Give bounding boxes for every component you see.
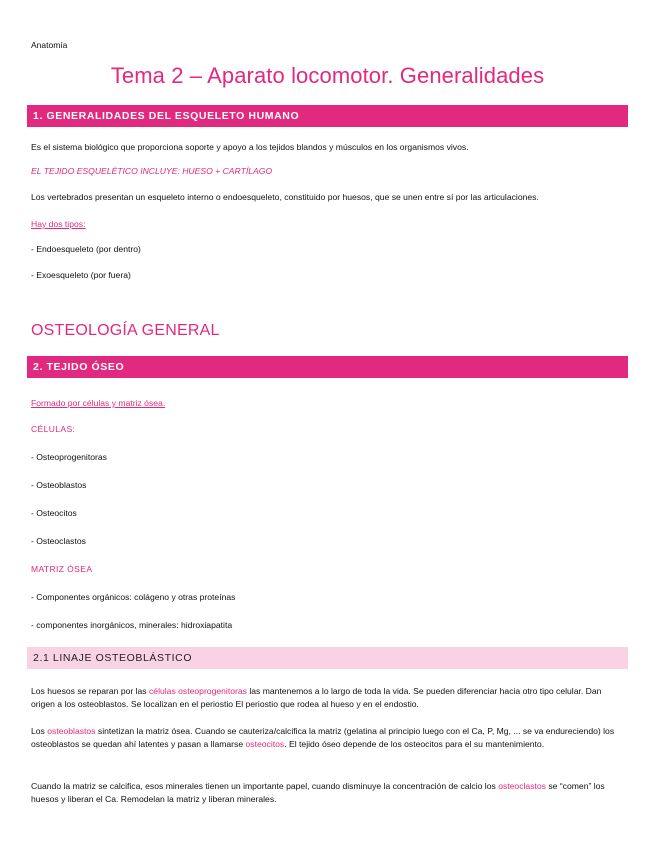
cell-item-osteoblastos: - Osteoblastos [31,480,87,490]
type-item-endoesqueleto: - Endoesqueleto (por dentro) [31,244,141,254]
cell-item-osteocitos: - Osteocitos [31,508,77,518]
section-1-heading: 1. GENERALIDADES DEL ESQUELETO HUMANO [27,105,628,127]
paragraph-1-text-c: las mantenemos a lo largo de toda la vida. Se pueden diferenciar hacia otro tipo celular. Dan origen a los osteoblastos. Se localizan en el periostio El periostio que rodea al hueso y en el endostio. [31,686,602,709]
cell-item-osteoprogenitoras: - Osteoprogenitoras [31,452,107,462]
section-1-tissue-note: EL TEJIDO ESQUELÉTICO INCLUYE: HUESO + CARTÍLAGO [31,166,273,176]
paragraph-1-text-a: Los huesos se reparan por las [31,686,149,696]
section-2-1-paragraph-3 [31,780,621,806]
paragraph-3-text-c: se “comen” los huesos y liberan el Ca. Remodelan la matriz y liberan minerales. [31,781,605,804]
type-item-exoesqueleto: - Exoesqueleto (por fuera) [31,270,131,280]
section-2-intro: Formado por células y matriz ósea. [31,398,166,408]
term-celulas-osteoprogenitoras: células osteoprogenitoras [149,686,247,696]
types-label: Hay dos tipos: [31,219,86,229]
term-osteocitos: osteocitos [245,739,285,749]
cell-item-osteoclastos: - Osteoclastos [31,536,86,546]
paragraph-2-text-e: . El tejido óseo depende de los osteocitos para el su mantenimiento. [284,739,545,749]
section-2-heading: 2. TEJIDO ÓSEO [27,356,628,378]
paragraph-2-text-a: Los [31,726,48,736]
term-osteoclastos: osteoclastos [498,781,546,791]
osteologia-heading: OSTEOLOGÍA GENERAL [31,322,220,339]
section-2-1-paragraph-2 [31,725,621,751]
section-2-1-paragraph-1 [31,685,621,711]
paragraph-2-text-c: sintetizan la matriz ósea. Cuando se cauteriza/calcifica la matriz (gelatina al principio luego con el Ca, P, Mg, ... se va endureciendo) los osteoblastos se quedan ahí latentes y pasan a llamarse [31,726,615,749]
term-osteoblastos: osteoblastos [47,726,96,736]
section-1-paragraph-1: Es el sistema biológico que proporciona soporte y apoyo a los tejidos blandos y músculos en los organismos vivos. [31,142,469,152]
section-1-paragraph-2: Los vertebrados presentan un esqueleto interno o endoesqueleto, constituido por huesos, que se unen entre sí por las articulaciones. [31,192,539,202]
section-2-1-heading: 2.1 LINAJE OSTEOBLÁSTICO [27,647,628,669]
paragraph-3-text-a: Cuando la matriz se calcifica, esos minerales tienen un importante papel, cuando disminuye la concentración de calcio los [31,781,499,791]
page-title: Tema 2 – Aparato locomotor. Generalidades [110,63,545,88]
cells-label: CÉLULAS: [31,424,76,434]
matrix-item-inorganic: - componentes inorgánicos, minerales: hidroxiapatita [31,620,233,630]
matrix-label: MATRIZ ÓSEA [31,564,93,574]
matrix-item-organic: - Componentes orgánicos: colágeno y otras proteínas [31,592,236,602]
document-header-label: Anatomía [31,40,68,50]
